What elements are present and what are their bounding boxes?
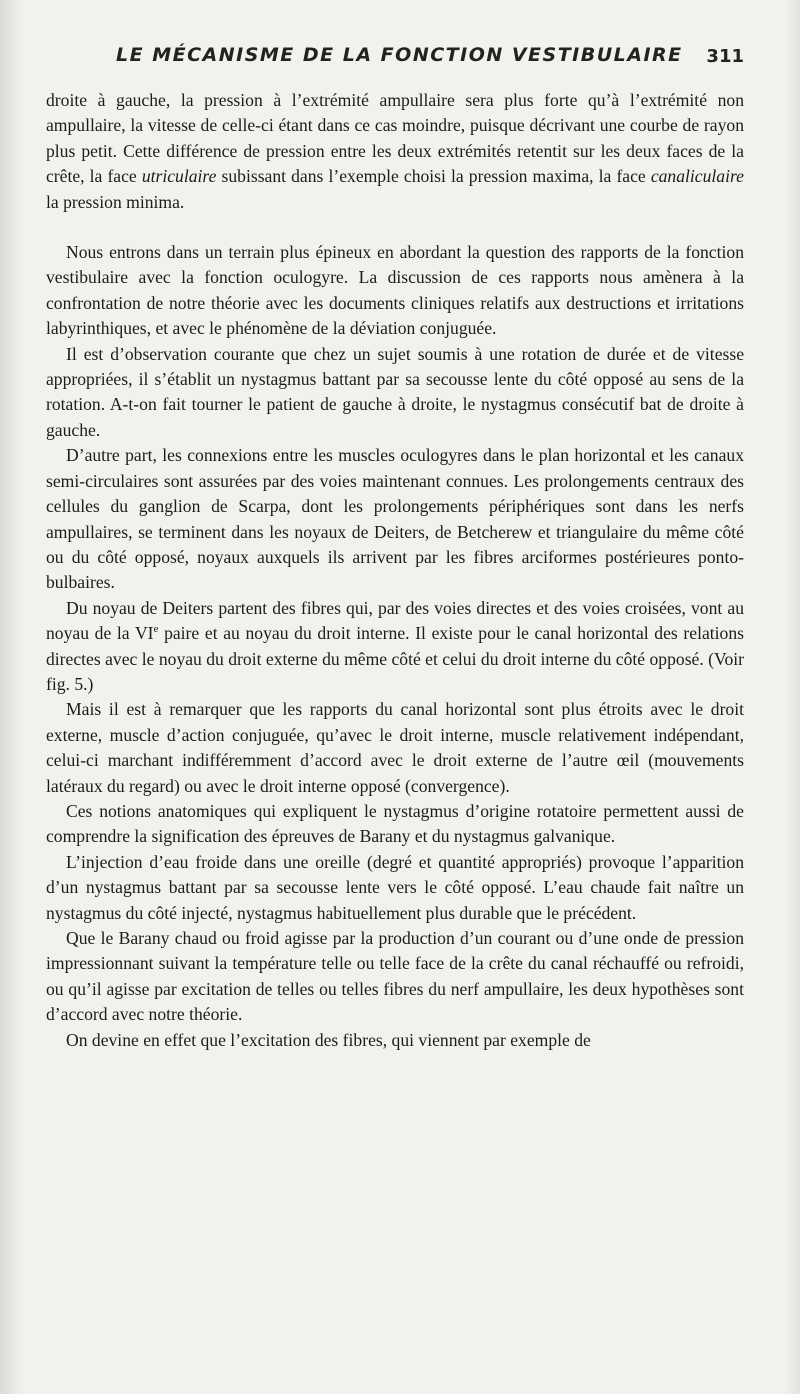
paragraph: On devine en effet que l’excitation des fibres, qui viennent par exemple de: [66, 1029, 591, 1050]
scan-edge-shadow-right: [786, 0, 800, 1394]
running-head: [46, 44, 744, 78]
page-number: 311: [706, 46, 744, 67]
running-title: LE MÉCANISME DE LA FONCTION VESTIBULAIRE: [116, 44, 683, 66]
paragraph: Ces notions anatomiques qui expliquent le nystagmus d’origine rotatoire permettent aussi de comprendre la signification des épreuves de Barany et du nystagmus galvanique.: [46, 800, 744, 847]
paragraph: Il est d’observation courante que chez un sujet soumis à une rotation de durée et de vitesse appropriées, il s’établit un nystagmus battant par sa secousse lente du côté opposé au sens de la rotation. A-t-on fait tourner le patient de gauche à droite, le nystagmus consécutif bat de droite à gauche.: [46, 343, 744, 440]
paragraph: Que le Barany chaud ou froid agisse par la production d’un courant ou d’une onde de pression impressionnant suivant la température telle ou telle face de la crête du canal réchauffé ou refroidi, ou qu’il agisse par excitation de telles ou telles fibres du nerf ampullaire, les deux hypothèses sont d’accord avec notre théorie.: [46, 928, 744, 1025]
paragraph: Nous entrons dans un terrain plus épineux en abordant la question des rapports de la fonction vestibulaire avec la fonction oculogyre. La discussion de ces rapports nous amènera à la confrontation de notre théorie avec les documents cliniques relatifs aux destructions et irritations labyrinthiques, et avec le phénomène de la déviation conjuguée.: [46, 242, 744, 339]
paragraph: Du noyau de Deiters partent des fibres qui, par des voies directes et des voies croisées, vont au noyau de la VIe paire et au noyau du droit interne. Il existe pour le canal horizontal des relations directes avec le noyau du droit externe du même côté et celui du droit interne du côté opposé. (Voir fig. 5.): [46, 597, 744, 694]
paragraph: Mais il est à remarquer que les rapports du canal horizontal sont plus étroits avec le droit externe, muscle d’action conjuguée, qu’avec le droit interne, muscle relativement indépendant, celui-ci marchant indifféremment d’accord avec le droit externe de l’autre œil (mouvements latéraux du regard) ou avec le droit interne opposé (convergence).: [46, 699, 744, 796]
paragraph: D’autre part, les connexions entre les muscles oculogyres dans le plan horizontal et les canaux semi-circulaires sont assurées par des voies maintenant connues. Les prolongements centraux des cellules du ganglion de Scarpa, dont les prolongements périphériques sont dans les nerfs ampullaires, se terminent dans les noyaux de Deiters, de Betcherew et triangulaire du même côté ou du côté opposé, noyaux auxquels ils arrivent par les fibres arciformes postérieures ponto-bulbaires.: [46, 445, 744, 593]
superscript: e: [153, 623, 159, 636]
paragraph: droite à gauche, la pression à l’extrémité ampullaire sera plus forte qu’à l’extrémité non ampullaire, la vitesse de celle-ci étant dans ce cas moindre, puisque décrivant une courbe de rayon plus petit. Cette différence de pression entre les deux extrémités retentit sur les deux faces de la crête, la face utriculaire subissant dans l’exemple choisi la pression maxima, la face canaliculaire la pression minima.: [46, 90, 744, 212]
paragraph: L’injection d’eau froide dans une oreille (degré et quantité appropriés) provoque l’apparition d’un nystagmus battant par sa secousse lente vers le côté opposé. L’eau chaude fait naître un nystagmus du côté injecté, nystagmus habituellement plus durable que le précédent.: [46, 851, 744, 923]
scan-edge-shadow: [0, 0, 22, 1394]
body-text: [46, 88, 744, 1053]
italic-term: utriculaire: [141, 166, 217, 187]
italic-term: canaliculaire: [650, 166, 744, 187]
